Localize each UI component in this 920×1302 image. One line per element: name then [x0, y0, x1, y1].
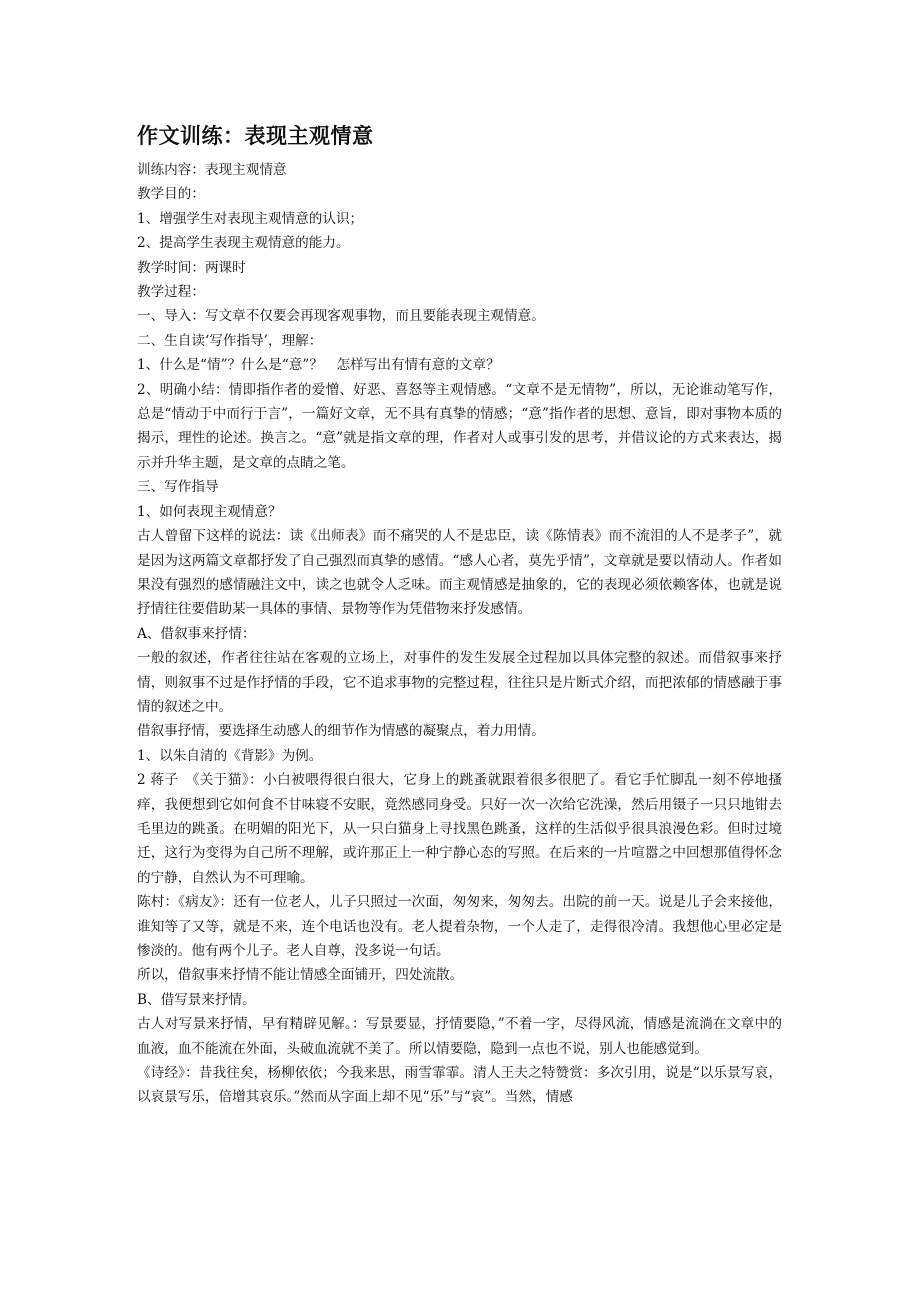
paragraph: 古人曾留下这样的说法：读《出师表》而不痛哭的人不是忠臣，读《陈情表》而不流泪的人不是孝子”，就是因为这两篇文章都抒发了自己强烈而真挚的感情。“感人心者，莫先乎情”，文章就是要以情动人。作者如果没有强烈的感情融注文中，读之也就令人乏味。而主观情感是抽象的，它的表现必须依赖客体，也就是说抒情往往要借助某一具体的事情、景物等作为凭借物来抒发感情。 [137, 528, 782, 618]
paragraph: 二、生自读‘写作指导’，理解： [137, 332, 323, 349]
paragraph: 教学目的： [137, 186, 205, 203]
paragraph: 三、写作指导 [137, 479, 219, 496]
paragraph: B、借写景来抒情。 [137, 991, 256, 1008]
paragraph: 《诗经》：昔我往矣，杨柳依依；今我来思，雨雪霏霏。清人王夫之特赞赏：多次引用，说是“以乐景写哀，以哀景写乐，倍增其哀乐。”然而从字面上却不见“乐”与“哀”。当然，情感 [137, 1065, 782, 1106]
paragraph: 教学过程： [137, 284, 205, 301]
document-body [137, 158, 782, 1110]
paragraph: 教学时间：两课时 [137, 259, 246, 276]
paragraph: 1、增强学生对表现主观情意的认识； [137, 210, 364, 227]
paragraph: 借叙事抒情，要选择生动感人的细节作为情感的凝聚点，着力用情。 [137, 723, 545, 740]
paragraph: A、借叙事来抒情： [137, 625, 256, 642]
document-title: 作文训练：表现主观情意 [137, 124, 374, 148]
paragraph: 2、提高学生表现主观情意的能力。 [137, 235, 350, 252]
paragraph: 训练内容：表现主观情意 [137, 162, 287, 178]
paragraph: 古人对写景来抒情，早有精辟见解。：写景要显，抒情要隐，”不着一字，尽得风流，情感是流淌在文章中的血液，血不能流在外面，头破血流就不美了。所以情要隐，隐到一点也不说，别人也能感觉到。 [137, 1016, 782, 1057]
paragraph: 陈村：《病友》：还有一位老人，儿子只照过一次面，匆匆来，匆匆去。出院的前一天。说是儿子会来接他，谁知等了又等，就是不来，连个电话也没有。老人提着杂物，一个人走了，走得很冷清。我想他心里必定是惨淡的。他有两个儿子。老人自尊，没多说一句话。 [137, 894, 782, 959]
paragraph: 一、导入：写文章不仅要会再现客观事物，而且要能表现主观情意。 [137, 308, 545, 325]
paragraph: 1、什么是“情”？什么是“意”？ 怎样写出有情有意的文章？ [137, 357, 500, 374]
paragraph: 一般的叙述，作者往往站在客观的立场上，对事件的发生发展全过程加以具体完整的叙述。而借叙事来抒情，则叙事不过是作抒情的手段，它不追求事物的完整过程，往往只是片断式介绍，而把浓郁的情感融于事情的叙述之中。 [137, 650, 782, 715]
paragraph: 1、以朱自清的《背影》为例。 [137, 747, 323, 764]
paragraph: 所以，借叙事来抒情不能让情感全面铺开，四处流散。 [137, 967, 464, 984]
paragraph: 1、如何表现主观情意？ [137, 503, 282, 520]
paragraph: 2、明确小结：情即指作者的爱憎、好恶、喜怒等主观情感。“文章不是无情物”，所以，无论谁动笔写作，总是“情动于中而行于言”，一篇好文章，无不具有真挚的情感；“意”指作者的思想、意旨，即对事物本质的揭示，理性的论述。换言之。“意”就是指文章的理，作者对人或事引发的思考，并借议论的方式来表达，揭示并升华主题，是文章的点睛之笔。 [137, 381, 782, 471]
paragraph: 2 蒋子 《关于猫》：小白被喂得很白很大，它身上的跳蚤就跟着很多很肥了。看它手忙脚乱一刻不停地搔痒，我便想到它如何食不甘味寝不安眠，竟然感同身受。只好一次一次给它洗澡，然后用镊子一只只地钳去毛里边的跳蚤。在明媚的阳光下，从一只白猫身上寻找黑色跳蚤，这样的生活似乎很具浪漫色彩。但时过境迁，这行为变得为自己所不理解，或许那正上一种宁静心态的写照。在后来的一片喧嚣之中回想那值得怀念的宁静，自然认为不可理喻。 [137, 772, 782, 886]
